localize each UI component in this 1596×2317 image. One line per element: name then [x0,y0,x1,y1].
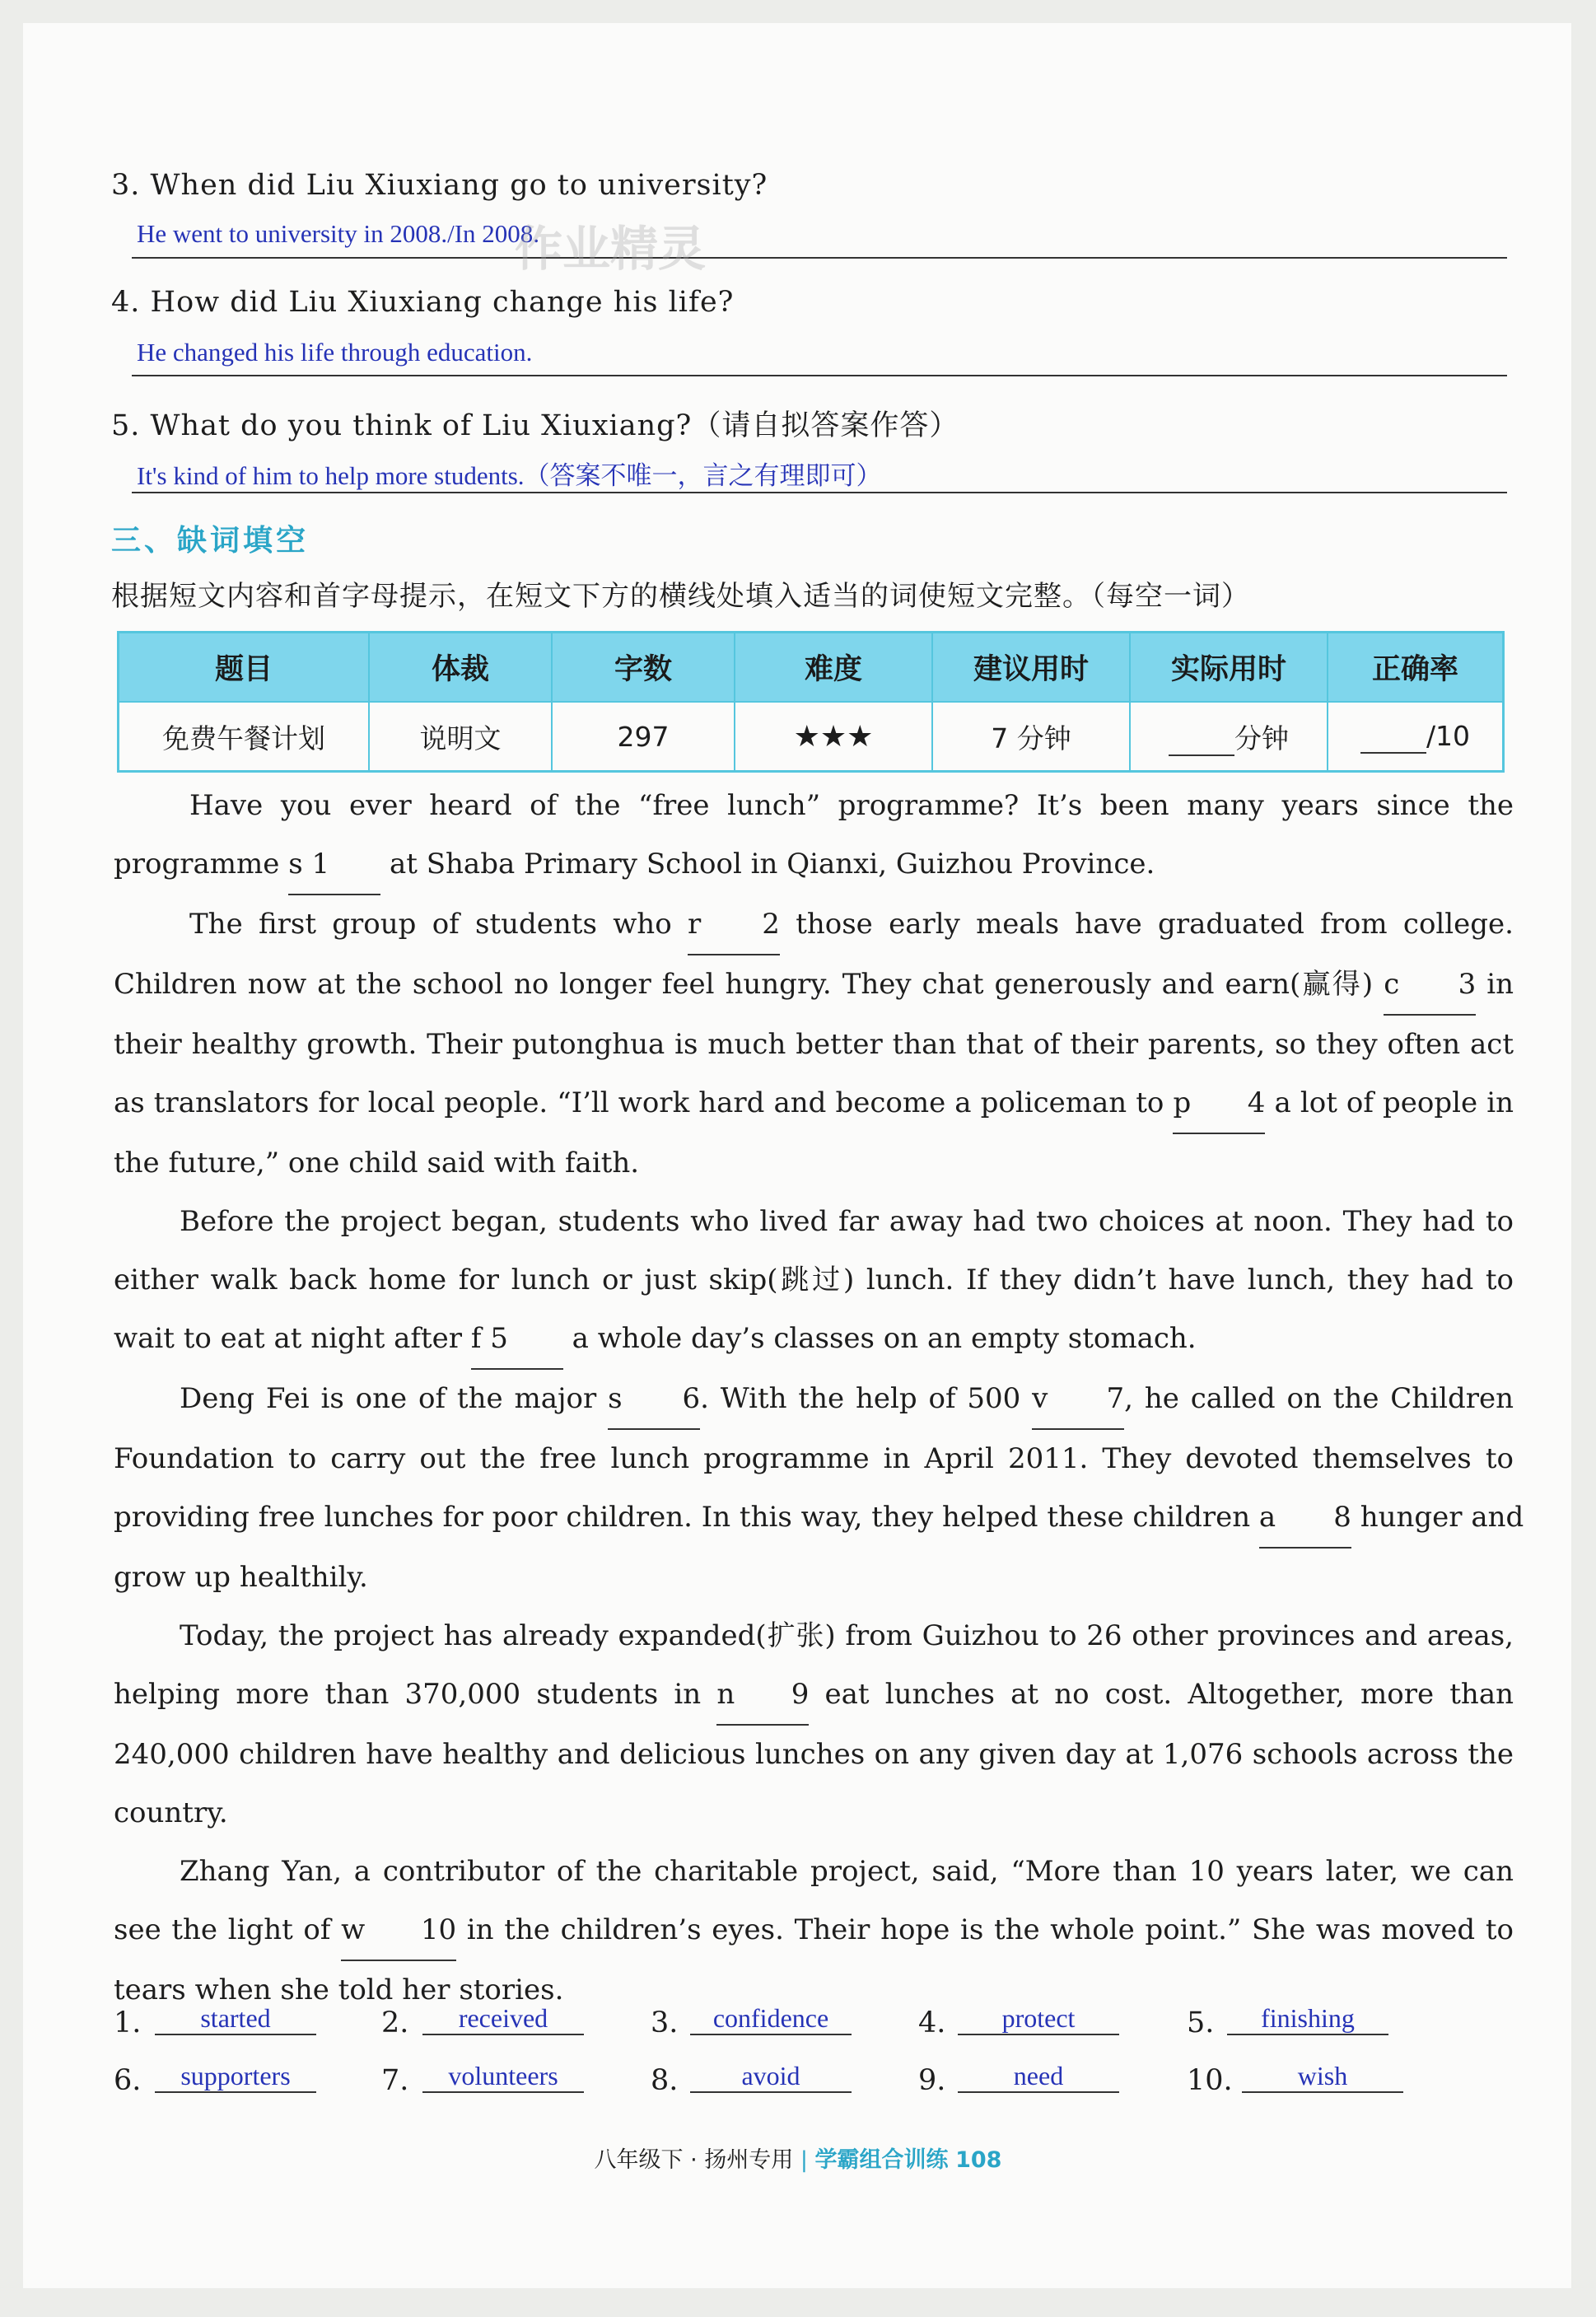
accuracy-blank[interactable] [1360,720,1426,754]
blank-1[interactable]: s 1 [288,835,380,895]
cell-genre: 说明文 [369,702,552,772]
footer-brand: 学霸组合训练 [814,2147,949,2173]
header-genre: 体裁 [369,633,552,703]
page-number: 108 [955,2147,1002,2173]
cell-topic: 免费午餐计划 [119,702,370,772]
blank-7[interactable]: v 7 [1032,1370,1124,1430]
answer-number: 6. [114,2064,142,2097]
section-instruction: 根据短文内容和首字母提示，在短文下方的横线处填入适当的词使短文完整。（每空一词） [111,580,1250,613]
answer-line [132,492,1507,493]
answer-4: He changed his life through education. [137,338,533,367]
answer-number: 8. [651,2064,679,2097]
passage-line: Today, the project has already expanded(扩张) from Guizhou to 26 other provinces and areas, [180,1619,1514,1652]
header-suggested-time: 建议用时 [932,633,1130,703]
passage-line: Deng Fei is one of the major s 6. With the help of 500 v 7, he called on the Children [114,1370,1514,1430]
answer-number: 10. [1187,2064,1233,2097]
page-footer: 八年级下 · 扬州专用 | 学霸组合训练 108 [594,2147,1002,2173]
passage-line: The first group of students who r 2 those early meals have graduated from college. [114,895,1514,955]
passage-line: tears when she told her stories. [114,1974,564,2006]
answer-number: 1. [114,2006,142,2039]
table-row [119,702,1504,772]
answer-number: 9. [918,2064,946,2097]
passage-line: see the light of w 10 in the children’s eyes. Their hope is the whole point.” She was moved to [114,1901,1514,1961]
answer-number: 5. [1187,2006,1215,2039]
passage-line: their healthy growth. Their putonghua is much better than that of their parents, so they often act [114,1028,1514,1061]
blank-9[interactable]: n 9 [716,1665,809,1726]
answer-blank[interactable]: volunteers [422,2061,584,2093]
answer-blank[interactable]: received [422,2003,584,2035]
passage-line: Before the project began, students who lived far away had two choices at noon. They had to [180,1205,1514,1238]
blank-6[interactable]: s 6 [608,1370,700,1430]
cell-accuracy: /10 [1328,702,1504,772]
blank-3[interactable]: c 3 [1384,955,1476,1016]
watermark: 作业精灵 [515,221,707,277]
passage-line: grow up healthily. [114,1561,368,1594]
passage-line: Children now at the school no longer feel hungry. They chat generously and earn(赢得) c 3 in [114,955,1514,1016]
answer-blank[interactable]: wish [1242,2061,1403,2093]
passage-line: providing free lunches for poor children. In this way, they helped these children a 8 hunger and [114,1488,1514,1549]
passage-line: as translators for local people. “I’ll work hard and become a policeman to p 4 a lot of people in [114,1074,1514,1134]
header-accuracy: 正确率 [1328,633,1504,703]
cell-actual-time: 分钟 [1130,702,1328,772]
header-actual-time: 实际用时 [1130,633,1328,703]
blank-4[interactable]: p 4 [1173,1074,1265,1134]
answer-blank[interactable]: supporters [155,2061,316,2093]
passage-line: helping more than 370,000 students in n 9 eat lunches at no cost. Altogether, more than [114,1665,1514,1726]
passage-line: wait to eat at night after f 5 a whole day’s classes on an empty stomach. [114,1310,1514,1370]
answer-blank[interactable]: finishing [1227,2003,1388,2035]
table-header-row [119,633,1504,703]
answer-number: 7. [381,2064,409,2097]
passage [114,777,1524,2020]
passage-line: Zhang Yan, a contributor of the charitable project, said, “More than 10 years later, we can [180,1855,1514,1888]
header-difficulty: 难度 [735,633,932,703]
answer-5: It's kind of him to help more students.（答案不唯一，言之有理即可） [137,461,882,490]
section-title: 三、缺词填空 [111,524,310,558]
answer-line [132,375,1507,376]
answer-blank[interactable]: protect [958,2003,1119,2035]
question-5: 5. What do you think of Liu Xiuxiang?（请自拟答案作答） [111,409,959,442]
blank-10[interactable]: w 10 [341,1901,456,1961]
passage-line: Foundation to carry out the free lunch programme in April 2011. They devoted themselves to [114,1442,1514,1475]
blank-5[interactable]: f 5 [471,1310,563,1370]
answer-blank[interactable]: started [155,2003,316,2035]
passage-line: programme s 1 at Shaba Primary School in Qianxi, Guizhou Province. [114,835,1514,895]
actual-time-blank[interactable] [1169,722,1234,756]
question-3: 3. When did Liu Xiuxiang go to university? [111,169,768,202]
passage-line: the future,” one child said with faith. [114,1147,640,1180]
header-word-count: 字数 [552,633,735,703]
cell-suggested-time: 7 分钟 [932,702,1130,772]
answer-number: 4. [918,2006,946,2039]
answer-blank[interactable]: avoid [690,2061,852,2093]
header-topic: 题目 [119,633,370,703]
passage-line: 240,000 children have healthy and delicious lunches on any given day at 1,076 schools across the [114,1738,1514,1771]
answer-3: He went to university in 2008./In 2008. [137,219,540,248]
exercise-info-table [117,631,1505,773]
answer-line [132,257,1507,259]
blank-8[interactable]: a 8 [1259,1488,1351,1549]
answer-blank[interactable]: confidence [690,2003,852,2035]
blank-2[interactable]: r 2 [688,895,780,955]
footer-grade: 八年级下 · 扬州专用 [594,2147,794,2173]
passage-line: Have you ever heard of the “free lunch” programme? It’s been many years since the [189,789,1514,822]
answer-blank[interactable]: need [958,2061,1119,2093]
answer-number: 3. [651,2006,679,2039]
passage-line: either walk back home for lunch or just skip(跳过) lunch. If they didn’t have lunch, they had to [114,1264,1514,1296]
passage-line: country. [114,1796,228,1829]
question-4: 4. How did Liu Xiuxiang change his life? [111,286,735,319]
cell-difficulty-stars: ★★★ [735,702,932,772]
cell-word-count: 297 [552,702,735,772]
answer-number: 2. [381,2006,409,2039]
